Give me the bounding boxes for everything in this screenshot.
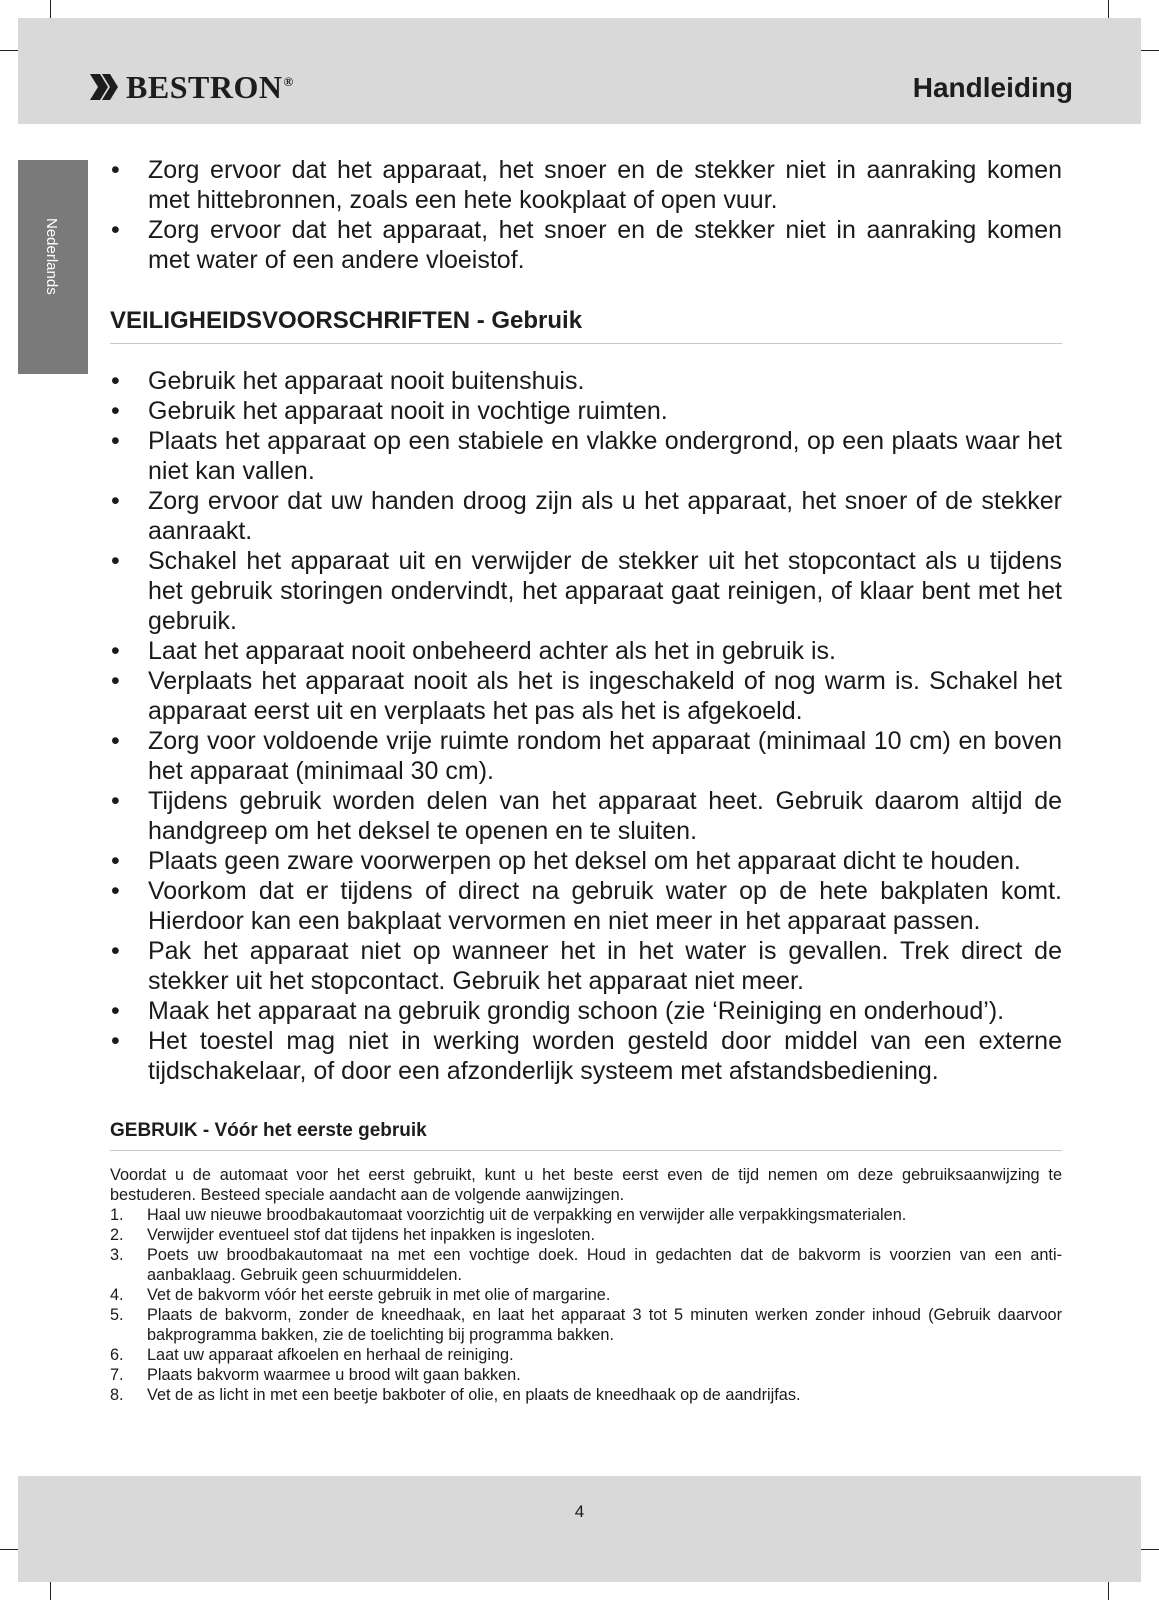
list-item: [110, 1345, 1062, 1365]
step-text: Verwijder eventueel stof dat tijdens het inpakken is ingesloten.: [147, 1226, 596, 1244]
list-item: • Plaats het apparaat op een stabiele en vlakke ondergrond, op een plaats waar het niet kan vallen.: [110, 426, 1062, 486]
list-item: [110, 1365, 1062, 1385]
list-item: [110, 1305, 1062, 1345]
list-item: [110, 1385, 1062, 1405]
list-item: • Maak het apparaat na gebruik grondig schoon (zie ‘Reiniging en onderhoud’).: [110, 996, 1062, 1026]
page-number: 4: [574, 1502, 585, 1521]
language-tab-label: Nederlands: [43, 218, 60, 295]
list-item: • Gebruik het apparaat nooit buitenshuis.: [110, 366, 1062, 396]
step-text: Vet de bakvorm vóór het eerste gebruik in met olie of margarine.: [147, 1286, 611, 1304]
list-item: [110, 1225, 1062, 1245]
list-item: [110, 1285, 1062, 1305]
page-title: Handleiding: [912, 72, 1073, 103]
list-item: • Zorg ervoor dat het apparaat, het snoer en de stekker niet in aanraking komen met water of een andere vloeistof.: [110, 215, 1062, 275]
list-item: • Gebruik het apparaat nooit in vochtige ruimten.: [110, 396, 1062, 426]
list-item: • Plaats geen zware voorwerpen op het deksel om het apparaat dicht te houden.: [110, 846, 1062, 876]
step-number: 2.: [110, 1226, 124, 1244]
list-item: • Zorg voor voldoende vrije ruimte rondom het apparaat (minimaal 10 cm) en boven het apparaat (minimaal 30 cm).: [110, 726, 1062, 786]
safety-bullet-list: [110, 366, 1062, 1086]
step-number: 4.: [110, 1286, 124, 1304]
list-item: • Voorkom dat er tijdens of direct na gebruik water op de hete bakplaten komt. Hierdoor kan een bakplaat vervormen en niet meer in het apparaat passen.: [110, 876, 1062, 936]
step-text: Plaats bakvorm waarmee u brood wilt gaan bakken.: [147, 1366, 521, 1384]
step-number: 3.: [110, 1246, 124, 1264]
list-item: • Tijdens gebruik worden delen van het apparaat heet. Gebruik daarom altijd de handgreep om het deksel te openen en te sluiten.: [110, 786, 1062, 846]
footer-band: [18, 1476, 1141, 1582]
step-number: 8.: [110, 1386, 124, 1404]
list-item: • Schakel het apparaat uit en verwijder de stekker uit het stopcontact als u tijdens het gebruik storingen ondervindt, het apparaat gaat reinigen, of klaar bent met het gebruik.: [110, 546, 1062, 636]
intro-bullet-list: [110, 155, 1062, 275]
step-text: Laat uw apparaat afkoelen en herhaal de reiniging.: [147, 1346, 514, 1364]
list-item: • Het toestel mag niet in werking worden gesteld door middel van een externe tijdschakelaar, of door een afzonderlijk systeem met afstandsbediening.: [110, 1026, 1062, 1086]
step-number: 1.: [110, 1206, 124, 1224]
list-item: • Verplaats het apparaat nooit als het is ingeschakeld of nog warm is. Schakel het apparaat eerst uit en verplaats het pas als het is afgekoeld.: [110, 666, 1062, 726]
list-item: [110, 1245, 1062, 1285]
list-item: • Pak het apparaat niet op wanneer het in het water is gevallen. Trek direct de stekker uit het stopcontact. Gebruik het apparaat niet meer.: [110, 936, 1062, 996]
step-number: 5.: [110, 1306, 124, 1324]
step-text: Poets uw broodbakautomaat na met een vochtige doek. Houd in gedachten dat de bakvorm is voorzien van een anti-aanbaklaag. Gebruik geen schuurmiddelen.: [147, 1246, 1062, 1284]
step-text: Haal uw nieuwe broodbakautomaat voorzichtig uit de verpakking en verwijder alle verpakkingsmaterialen.: [147, 1206, 907, 1224]
main-content: [110, 155, 1062, 1405]
brand-name: BESTRON®: [126, 68, 294, 105]
step-number: 7.: [110, 1366, 124, 1384]
list-item: • Laat het apparaat nooit onbeheerd achter als het in gebruik is.: [110, 636, 1062, 666]
step-text: Vet de as licht in met een beetje bakboter of olie, en plaats de kneedhaak op de aandrijfas.: [147, 1386, 801, 1404]
list-item: • Zorg ervoor dat het apparaat, het snoer en de stekker niet in aanraking komen met hittebronnen, zoals een hete kookplaat of open vuur.: [110, 155, 1062, 215]
step-text: Plaats de bakvorm, zonder de kneedhaak, en laat het apparaat 3 tot 5 minuten werken zonder inhoud (Gebruik daarvoor bakprogramma bakken, zie de toelichting bij programma bakken.: [147, 1306, 1062, 1344]
section-heading: VEILIGHEIDSVOORSCHRIFTEN - Gebruik: [110, 307, 1062, 344]
chevron-logo-icon: [88, 70, 122, 104]
brand-logo: [88, 62, 294, 112]
steps-list: [110, 1205, 1062, 1405]
intro-paragraph: Voordat u de automaat voor het eerst gebruikt, kunt u het beste eerst even de tijd nemen om deze gebruiksaanwijzing te bestuderen. Besteed speciale aandacht aan de volgende aanwijzingen.: [110, 1166, 1062, 1204]
subsection-heading: GEBRUIK - Vóór het eerste gebruik: [110, 1120, 1062, 1151]
list-item: [110, 1205, 1062, 1225]
step-number: 6.: [110, 1346, 124, 1364]
list-item: • Zorg ervoor dat uw handen droog zijn als u het apparaat, het snoer of de stekker aanraakt.: [110, 486, 1062, 546]
